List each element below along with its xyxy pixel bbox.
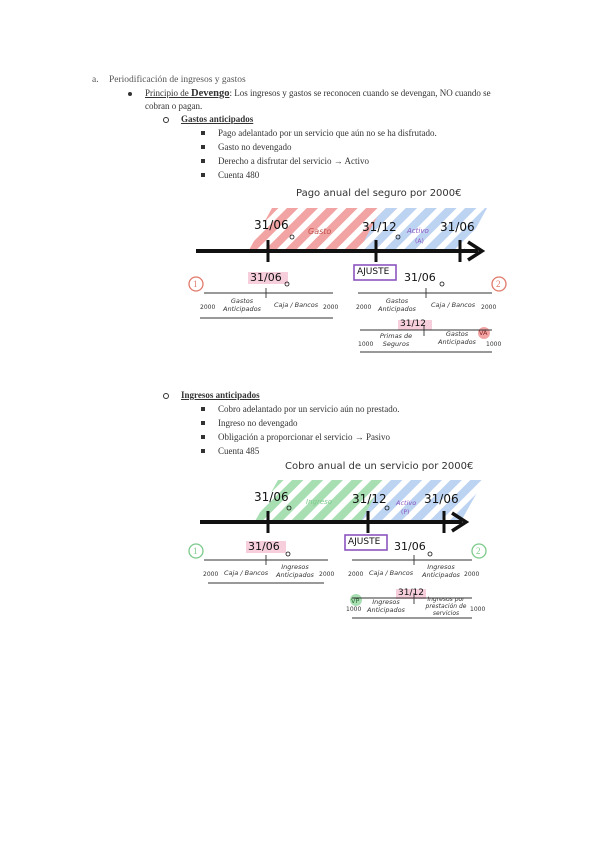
ingresos-entry3-debit-account: Ingresos Anticipados (367, 598, 405, 614)
gastos-entry2-date: 31/06 (404, 271, 436, 284)
ingresos-entry1-num: 1 (193, 546, 198, 556)
ingresos-date-mid: 31/12 (352, 492, 387, 506)
ingresos-diagram-title: Cobro anual de un servicio por 2000€ (285, 461, 474, 472)
gastos-item: Pago adelantado por un servicio que aún no se ha disfrutado. (218, 128, 437, 138)
ingresos-entry3-date: 31/12 (398, 588, 424, 598)
section-marker: a. (92, 75, 99, 85)
gastos-ajuste-label: AJUSTE (357, 267, 390, 277)
ingresos-band-right-label: Activo (396, 499, 417, 507)
ingresos-heading: Ingresos anticipados (181, 390, 260, 400)
ingresos-entry2-debit-amount: 2000 (348, 571, 364, 578)
ingresos-entry1-date: 31/06 (248, 540, 280, 553)
ingresos-item: Cuenta 485 (218, 446, 260, 456)
ingresos-entry2-date: 31/06 (394, 540, 426, 553)
gastos-entry1-credit-amount: 2000 (323, 304, 339, 311)
gastos-item: Cuenta 480 (218, 170, 260, 180)
principle-label-prefix: Principio de (145, 88, 191, 98)
principle-line2: cobran o pagan. (145, 101, 203, 111)
ingresos-entry3-debit-badge: VP (351, 597, 360, 605)
gastos-entry3-debit-amount: 1000 (358, 341, 374, 348)
gastos-entry1-num: 1 (193, 279, 198, 289)
ingresos-entry2-debit-account: Caja / Bancos (369, 569, 414, 577)
gastos-entry3-credit-account: Gastos Anticipados (438, 330, 476, 346)
principle-text-1: : Los ingresos y gastos se reconocen cuando se devengan, NO cuando se (229, 88, 491, 98)
gastos-entry3-debit-account: Primas de Seguros (379, 332, 413, 348)
ingresos-ajuste-label: AJUSTE (348, 537, 381, 547)
principle-key: Devengo (191, 88, 230, 99)
gastos-entry3-credit-badge: VA (479, 329, 488, 337)
gastos-entry1-date: 31/06 (250, 271, 282, 284)
ingresos-entry1-debit-account: Caja / Bancos (224, 569, 269, 577)
gastos-entry1-credit-account: Caja / Bancos (274, 301, 319, 309)
gastos-entry2-debit-amount: 2000 (356, 304, 372, 311)
gastos-entry2-credit-amount: 2000 (481, 304, 497, 311)
gastos-entry3-date: 31/12 (400, 319, 426, 329)
ingresos-entry1-credit-account: Ingresos Anticipados (276, 563, 314, 579)
gastos-entry2-debit-account: Gastos Anticipados (378, 297, 416, 313)
ingresos-entry1-credit-amount: 2000 (319, 571, 335, 578)
gastos-diagram-title: Pago anual del seguro por 2000€ (296, 188, 462, 199)
gastos-entry1-debit-account: Gastos Anticipados (223, 297, 261, 313)
ingresos-date-start: 31/06 (254, 490, 289, 504)
gastos-item: Gasto no devengado (218, 142, 292, 152)
gastos-entry2-num: 2 (496, 279, 501, 289)
gastos-band-right-label: Activo (407, 227, 429, 235)
gastos-band-left-label: Gasto (308, 227, 332, 236)
gastos-entry1-debit-amount: 2000 (200, 304, 216, 311)
ingresos-band-left-label: Ingreso (306, 498, 333, 506)
ingresos-entry3-debit-amount: 1000 (346, 606, 362, 613)
section-title: Periodificación de ingresos y gastos (109, 75, 246, 85)
ingresos-item: Ingreso no devengado (218, 418, 298, 428)
ingresos-entry1-debit-amount: 2000 (203, 571, 219, 578)
gastos-date-end: 31/06 (440, 220, 475, 234)
ingresos-entry2-num: 2 (476, 546, 481, 556)
gastos-item: Derecho a disfrutar del servicio → Activo (218, 156, 369, 166)
ingresos-date-end: 31/06 (424, 492, 459, 506)
ingresos-band-right-sub: (P) (401, 509, 410, 516)
ingresos-item: Obligación a proporcionar el servicio → Pasivo (218, 432, 390, 442)
gastos-entry2-credit-account: Caja / Bancos (431, 301, 476, 309)
gastos-heading: Gastos anticipados (181, 114, 254, 124)
ingresos-entry3-credit-account: Ingresos por prestación de servicios (425, 596, 467, 617)
ingresos-entry3-credit-amount: 1000 (470, 606, 486, 613)
gastos-date-mid: 31/12 (362, 220, 397, 234)
gastos-date-start: 31/06 (254, 218, 289, 232)
ingresos-entry2-credit-account: Ingresos Anticipados (422, 563, 460, 579)
ingresos-item: Cobro adelantado por un servicio aún no prestado. (218, 404, 400, 414)
gastos-band-right-sub: (A) (415, 238, 424, 245)
ingresos-entry2-credit-amount: 2000 (464, 571, 480, 578)
gastos-entry3-credit-amount: 1000 (486, 341, 502, 348)
